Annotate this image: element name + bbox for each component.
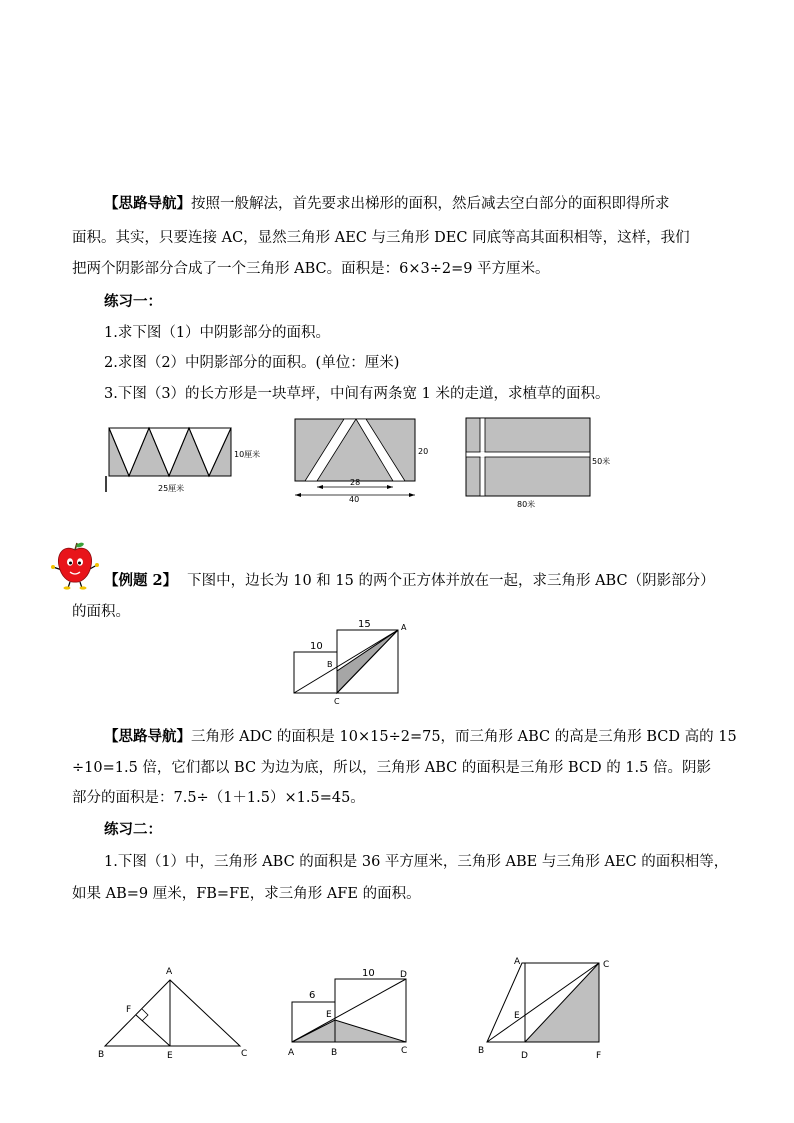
- figC-point-f: F: [596, 1051, 602, 1061]
- point-c-label: C: [334, 697, 340, 706]
- figA-point-f: F: [126, 1005, 132, 1015]
- section1-line2: 面积。其实，只要连接 AC，显然三角形 AEC 与三角形 DEC 同底等高其面积相等，这样，我们: [72, 230, 690, 246]
- figB-point-e: E: [326, 1010, 332, 1020]
- practice1-item-3: 3.下图（3）的长方形是一块草坪，中间有两条宽 1 米的走道，求植草的面积。: [104, 386, 610, 402]
- practice2-title: 练习二：: [104, 821, 162, 838]
- figC-point-b: B: [478, 1046, 485, 1056]
- figC-point-e: E: [514, 1011, 520, 1021]
- section2-line2: ÷10=1.5 倍，它们都以 BC 为边为底，所以，三角形 ABC 的面积是三角形 BCD 的 1.5 倍。阴影: [72, 760, 712, 776]
- fig3-bottom-label: 80米: [517, 500, 536, 509]
- fig2-outer-label: 40: [349, 495, 360, 504]
- example2-figure: [290, 615, 430, 715]
- figB-point-b: B: [331, 1048, 338, 1058]
- practice2-line2: 如果 AB=9 厘米，FB=FE，求三角形 AFE 的面积。: [72, 886, 421, 902]
- practice1-item-1: 1.求下图（1）中阴影部分的面积。: [104, 325, 331, 341]
- apple-mascot-icon: [50, 540, 100, 590]
- large-side-label: 15: [358, 619, 371, 630]
- example-label: 【例题 2】: [104, 572, 178, 589]
- figB-left-side: 6: [309, 990, 316, 1001]
- nav-label-2: 【思路导航】: [104, 728, 191, 745]
- fig2-side-label: 20: [418, 447, 429, 456]
- figB-point-d: D: [400, 970, 407, 980]
- section1-line1: 【思路导航】按照一般解法，首先要求出梯形的面积，然后减去空白部分的面积即得所求: [104, 195, 670, 212]
- fig3-side-label: 50米: [592, 457, 611, 466]
- figB-right-side: 10: [362, 968, 375, 979]
- practice1-figure-3: [463, 415, 623, 515]
- section2-line1: 【思路导航】三角形 ADC 的面积是 10×15÷2=75，而三角形 ABC 的高是三角形 BCD 高的 15: [104, 728, 737, 745]
- fig2-inner-label: 28: [350, 478, 361, 487]
- nav-label: 【思路导航】: [104, 195, 191, 212]
- fig1-bottom-label: 25厘米: [158, 484, 185, 493]
- practice1-item-2: 2.求图（2）中阴影部分的面积。(单位：厘米): [104, 355, 400, 371]
- figB-point-a: A: [288, 1048, 295, 1058]
- practice2-figure-2: [285, 960, 425, 1060]
- practice1-figure-1: [100, 420, 261, 500]
- point-b-label: B: [327, 660, 333, 669]
- figA-point-b: B: [98, 1050, 105, 1060]
- figA-point-a: A: [166, 967, 173, 977]
- practice2-figure-1: [95, 960, 255, 1060]
- practice1-figure-2: [290, 415, 440, 510]
- example2-line2: 的面积。: [72, 604, 130, 620]
- figC-point-a: A: [514, 957, 521, 967]
- practice1-title: 练习一：: [104, 293, 162, 310]
- figA-point-c: C: [241, 1049, 248, 1059]
- figB-point-c: C: [401, 1046, 408, 1056]
- figC-point-c: C: [603, 960, 610, 970]
- figA-point-e: E: [167, 1051, 173, 1061]
- figC-point-d: D: [521, 1051, 528, 1061]
- practice2-line1: 1.下图（1）中，三角形 ABC 的面积是 36 平方厘米，三角形 ABE 与三角形 AEC 的面积相等，: [104, 854, 729, 870]
- example2-line1: 【例题 2】 下图中，边长为 10 和 15 的两个正方体并放在一起，求三角形 ABC（阴影部分）: [104, 572, 715, 589]
- practice2-figure-3: [475, 952, 625, 1067]
- fig1-side-label: 10厘米: [234, 450, 261, 459]
- section2-line3: 部分的面积是：7.5÷（1＋1.5）×1.5=45。: [72, 790, 365, 806]
- point-a-label: A: [401, 623, 407, 632]
- small-side-label: 10: [310, 641, 323, 652]
- section1-line3: 把两个阴影部分合成了一个三角形 ABC。面积是：6×3÷2=9 平方厘米。: [72, 261, 550, 277]
